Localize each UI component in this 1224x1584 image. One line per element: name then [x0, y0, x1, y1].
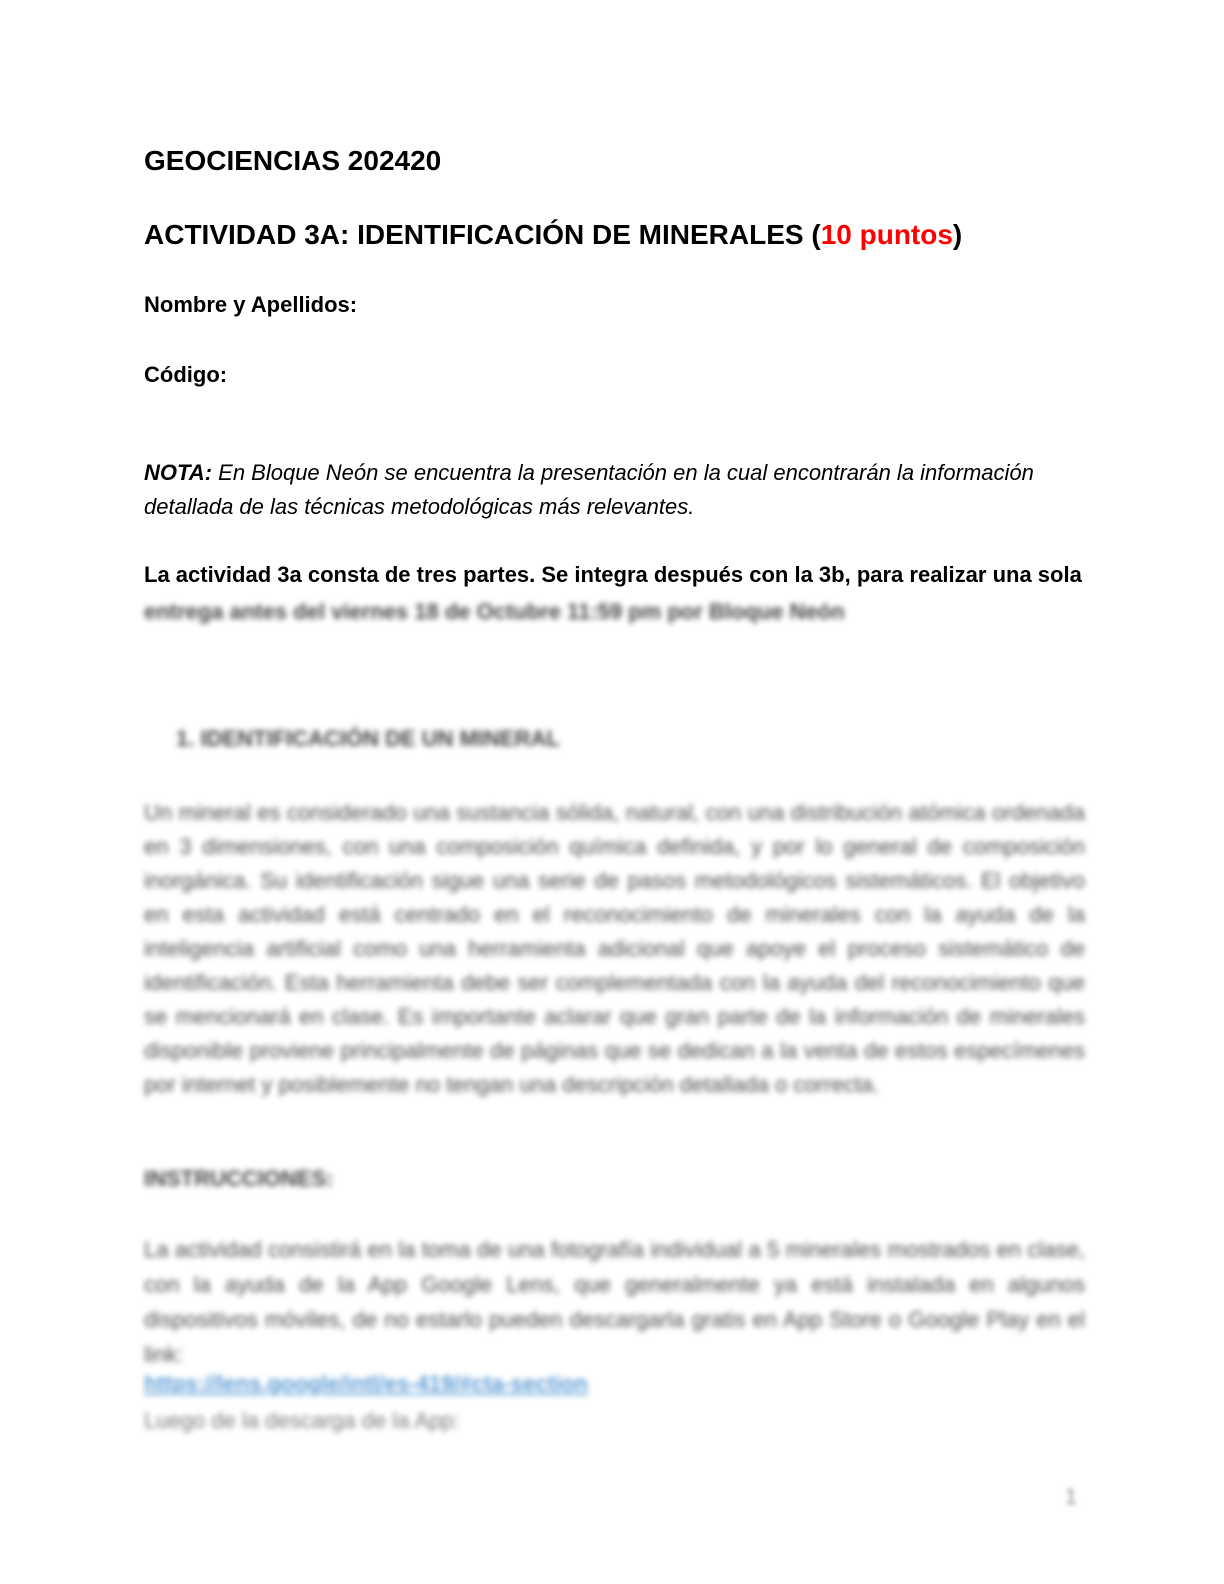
mineral-definition-paragraph-redacted: Un mineral es considerado una sustancia sólida, natural, con una distribución atómica ordenada en 3 dimensiones, con una composición química definida, y por lo general de composición inorgánica. Su identificación sigue una serie de pasos metodológicos sistemáticos. El objetivo en esta actividad está centrado en el reconocimiento de minerales con la ayuda de la inteligencia artificial como una herramienta adicional que apoye el proceso sistemático de identificación. Esta herramienta debe ser complementada con la ayuda del reconocimiento que se mencionará en clase. Es importante aclarar que gran parte de la información de minerales disponible proviene principalmente de páginas que se dedican a la venta de estos especímenes por internet y posiblemente no tengan una descripción detallada o correcta. — [144, 800, 1085, 1097]
name-label: Nombre y Apellidos: — [144, 292, 358, 317]
page-number: 1 — [1064, 1484, 1078, 1509]
note-label: NOTA: — [144, 460, 213, 485]
note-line-1 — [144, 456, 1085, 490]
note-text-line1: En Bloque Neón se encuentra la presentación en la cual encontrarán la información — [212, 460, 1034, 485]
instructions-heading-redacted: INSTRUCCIONES: — [144, 1166, 334, 1191]
activity-points-value: 10 puntos — [820, 219, 953, 250]
section-heading-redacted: 1. IDENTIFICACIÓN DE UN MINERAL — [176, 726, 560, 751]
note-paragraph — [144, 456, 1085, 524]
code-label: Código: — [144, 362, 228, 387]
after-download-text-redacted: Luego de la descarga de la App: — [144, 1408, 460, 1433]
course-title: GEOCIENCIAS 202420 — [144, 145, 442, 176]
instructions-paragraph-redacted: La actividad consistirá en la toma de una fotografía individual a 5 minerales mostrados en clase, con la ayuda de la App Google Lens, que generalmente ya está instalada en algunos dispositivos móviles, de no estarlo pueden descargarla gratis en App Store o Google Play en el link: — [144, 1237, 1085, 1367]
app-download-link[interactable]: https://lens.google/intl/es-419/#cta-section — [144, 1371, 588, 1396]
activity-title-close-paren: ) — [952, 219, 963, 250]
activity-intro-line2-redacted: entrega antes del viernes 18 de Octubre 11:59 pm por Bloque Neón — [144, 599, 845, 624]
activity-intro-paragraph — [144, 556, 1085, 630]
activity-title-text: ACTIVIDAD 3A: IDENTIFICACIÓN DE MINERALES ( — [144, 219, 821, 250]
note-text-line2: detallada de las técnicas metodológicas más relevantes. — [144, 494, 695, 519]
activity-title — [144, 217, 1085, 253]
activity-intro-line1: La actividad 3a consta de tres partes. Se integra después con la 3b, para realizar una sola — [144, 562, 1082, 587]
